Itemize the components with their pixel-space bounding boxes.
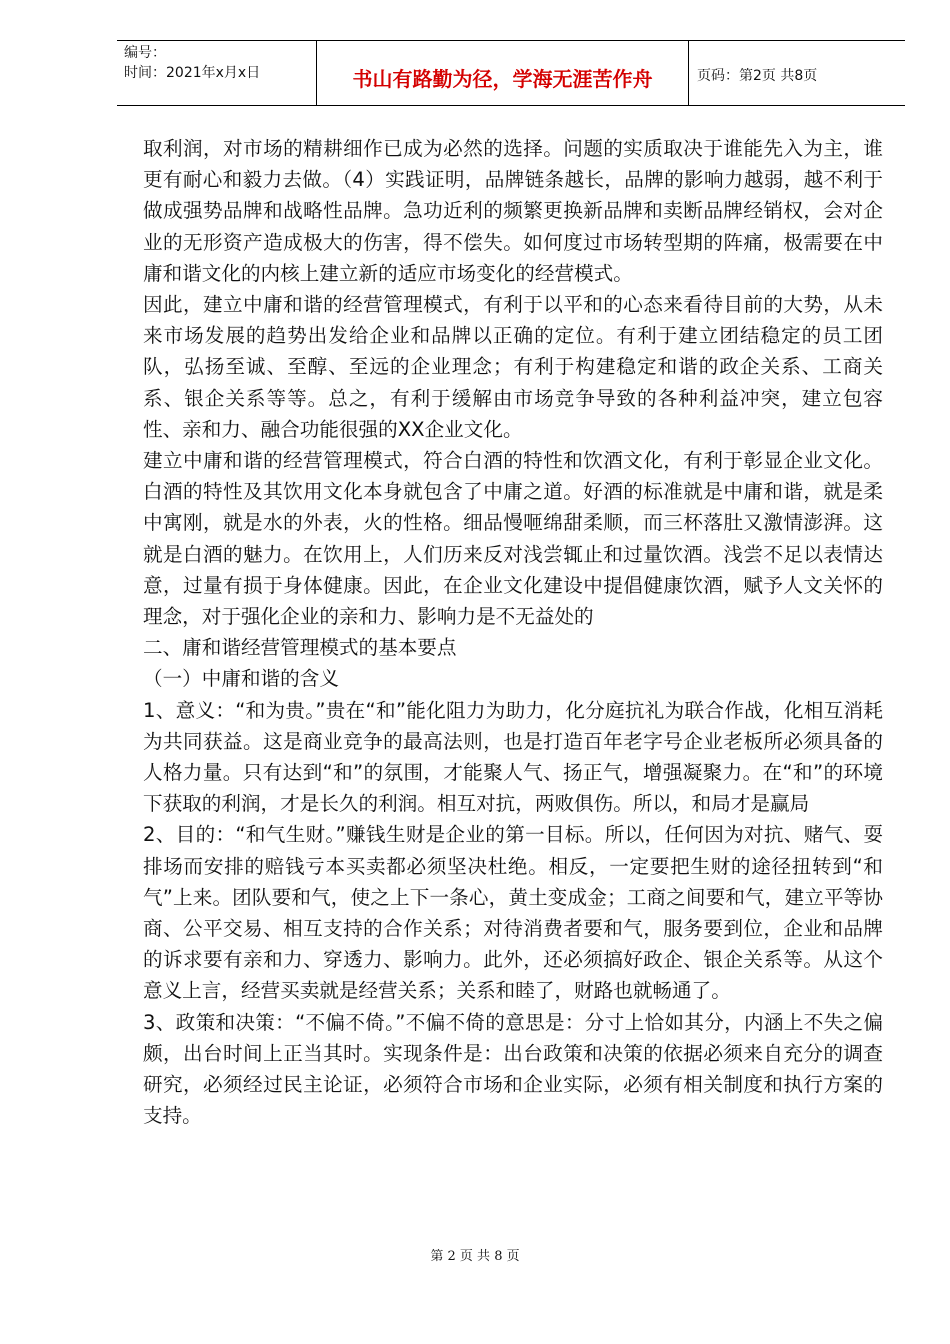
subsection-heading: （一）中庸和谐的含义: [143, 667, 339, 691]
paragraph: 建立中庸和谐的经营管理模式，符合白酒的特性和饮酒文化，有利于彰显企业文化。白酒的特性及其饮用文化本身就包含了中庸之道。好酒的标准就是中庸和谐，就是柔中寓刚，就是水的外表，火的性格。细品慢咂绵甜柔顺，而三杯落肚又激情澎湃。这就是白酒的魅力。在饮用上，人们历来反对浅尝辄止和过量饮酒。浅尝不足以表情达意，过量有损于身体健康。因此，在企业文化建设中提倡健康饮酒，赋予人文关怀的理念，对于强化企业的亲和力、影响力是不无益处的: [143, 449, 883, 629]
page-header: [117, 40, 905, 106]
document-time-label: 时间：2021年x月x日: [124, 65, 261, 81]
paragraph: 2、目的：“和气生财。”赚钱生财是企业的第一目标。所以，任何因为对抗、赌气、耍排场而安排的赔钱亏本买卖都必须坚决杜绝。相反，一定要把生财的途径扭转到“和气”上来。团队要和气，使之上下一条心，黄土变成金；工商之间要和气，建立平等协商、公平交易、相互支持的合作关系；对待消费者要和气，服务要到位，企业和品牌的诉求要有亲和力、穿透力、影响力。此外，还必须搞好政企、银企关系等。从这个意义上言，经营买卖就是经营关系；关系和睦了，财路也就畅通了。: [143, 823, 883, 1003]
page-footer: 第 2 页 共 8 页: [430, 1249, 520, 1264]
header-meta: [117, 41, 316, 105]
paragraph: 3、政策和决策：“不偏不倚。”不偏不倚的意思是：分寸上恰如其分，内涵上不失之偏颇，出台时间上正当其时。实现条件是：出台政策和决策的依据必须来自充分的调查研究，必须经过民主论证，必须符合市场和企业实际，必须有相关制度和执行方案的支持。: [143, 1010, 883, 1128]
document-number-label: 编号：: [124, 45, 166, 61]
section-heading: 二、庸和谐经营管理模式的基本要点: [143, 636, 457, 660]
header-motto: 书山有路勤为径，学海无涯苦作舟: [316, 41, 689, 105]
header-page-number: 页码：第2页 共8页: [697, 68, 818, 84]
paragraph: 1、意义：“和为贵。”贵在“和”能化阻力为助力，化分庭抗礼为联合作战，化相互消耗为共同获益。这是商业竞争的最高法则，也是打造百年老字号企业老板所必须具备的人格力量。只有达到“和”的氛围，才能聚人气、扬正气，增强凝聚力。在“和”的环境下获取的利润，才是长久的利润。相互对抗，两败俱伤。所以，和局才是赢局: [143, 698, 883, 816]
paragraph: 因此，建立中庸和谐的经营管理模式，有利于以平和的心态来看待目前的大势，从未来市场发展的趋势出发给企业和品牌以正确的定位。有利于建立团结稳定的员工团队，弘扬至诚、至醇、至远的企业理念；有利于构建稳定和谐的政企关系、工商关系、银企关系等等。总之，有利于缓解由市场竞争导致的各种利益冲突，建立包容性、亲和力、融合功能很强的XX企业文化。: [143, 293, 883, 441]
paragraph: 取利润，对市场的精耕细作已成为必然的选择。问题的实质取决于谁能先入为主，谁更有耐心和毅力去做。（4）实践证明，品牌链条越长，品牌的影响力越弱，越不利于做成强势品牌和战略性品牌。急功近利的频繁更换新品牌和卖断品牌经销权，会对企业的无形资产造成极大的伤害，得不偿失。如何度过市场转型期的阵痛，极需要在中庸和谐文化的内核上建立新的适应市场变化的经营模式。: [143, 137, 883, 285]
document-body: [143, 133, 883, 1132]
